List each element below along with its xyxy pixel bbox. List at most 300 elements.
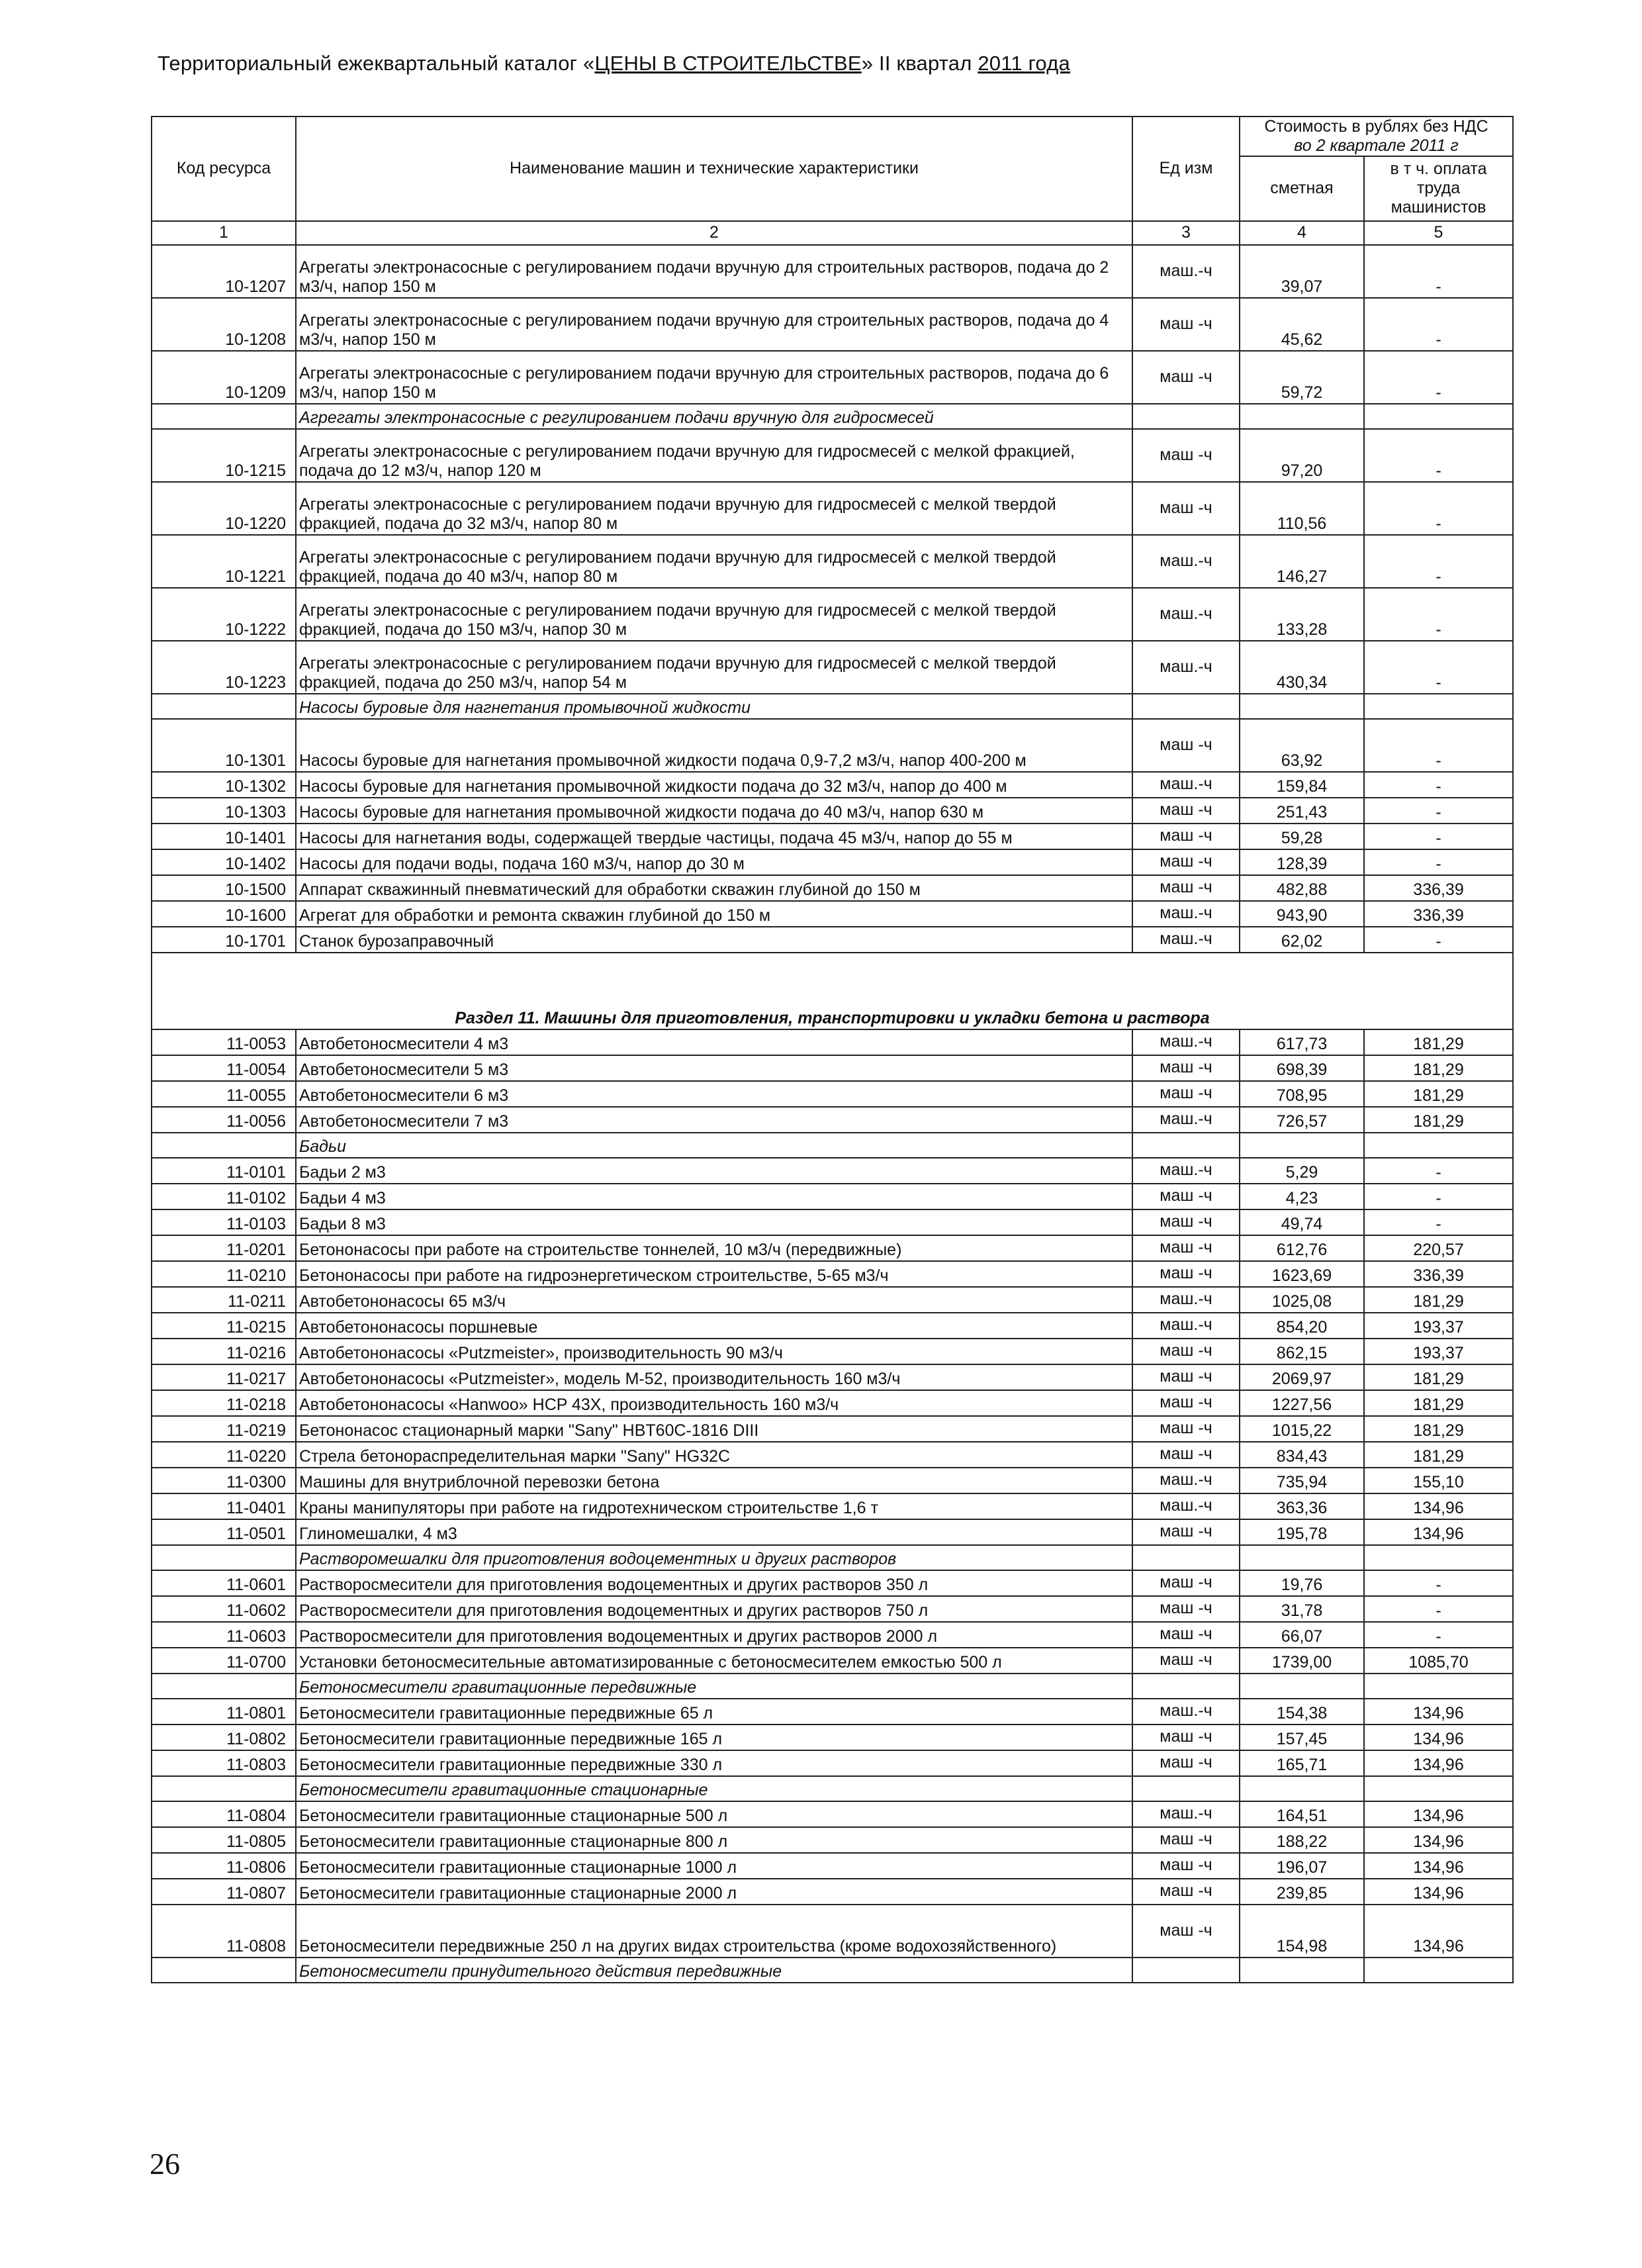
estimate-cost: 39,07 bbox=[1240, 245, 1364, 298]
estimate-cost: 62,02 bbox=[1240, 927, 1364, 953]
resource-code: 10-1500 bbox=[152, 875, 296, 901]
estimate-cost: 726,57 bbox=[1240, 1107, 1364, 1133]
estimate-cost: 164,51 bbox=[1240, 1801, 1364, 1827]
estimate-cost: 146,27 bbox=[1240, 535, 1364, 588]
table-row bbox=[152, 1493, 1513, 1519]
unit: маш -ч bbox=[1132, 849, 1240, 875]
unit: маш -ч bbox=[1132, 482, 1240, 535]
empty-cell bbox=[1240, 1958, 1364, 1983]
estimate-cost: 154,38 bbox=[1240, 1699, 1364, 1725]
table-row bbox=[152, 1442, 1513, 1468]
page-number: 26 bbox=[150, 2147, 180, 2181]
machine-name: Бадьи 8 м3 bbox=[296, 1209, 1132, 1235]
table-row bbox=[152, 798, 1513, 824]
operator-wage: - bbox=[1364, 719, 1513, 772]
table-row bbox=[152, 1879, 1513, 1905]
subheader-title: Насосы буровые для нагнетания промывочной жидкости bbox=[296, 694, 1132, 719]
machine-name: Агрегаты электронасосные с регулированием подачи вручную для строительных растворов, подача до 2 м3/ч, напор 150 м bbox=[296, 245, 1132, 298]
resource-code: 11-0603 bbox=[152, 1622, 296, 1648]
unit: маш -ч bbox=[1132, 798, 1240, 824]
machine-name: Бетоносмесители передвижные 250 л на других видах строительства (кроме водохозяйственного) bbox=[296, 1905, 1132, 1958]
unit: маш.-ч bbox=[1132, 588, 1240, 641]
machine-name: Автобетоносмесители 7 м3 bbox=[296, 1107, 1132, 1133]
resource-code: 11-0807 bbox=[152, 1879, 296, 1905]
column-numbers-row bbox=[152, 221, 1513, 245]
unit: маш -ч bbox=[1132, 1442, 1240, 1468]
estimate-cost: 834,43 bbox=[1240, 1442, 1364, 1468]
operator-wage: 181,29 bbox=[1364, 1364, 1513, 1390]
resource-code: 11-0806 bbox=[152, 1853, 296, 1879]
estimate-cost: 617,73 bbox=[1240, 1029, 1364, 1055]
operator-wage: 134,96 bbox=[1364, 1750, 1513, 1776]
unit: маш.-ч bbox=[1132, 641, 1240, 694]
machine-name: Агрегаты электронасосные с регулированием подачи вручную для гидросмесей с мелкой твердой фракцией, подача до 250 м3/ч, напор 54 м bbox=[296, 641, 1132, 694]
empty-cell bbox=[1132, 1133, 1240, 1158]
unit: маш.-ч bbox=[1132, 1287, 1240, 1313]
machine-name: Аппарат скважинный пневматический для обработки скважин глубиной до 150 м bbox=[296, 875, 1132, 901]
machine-name: Бетоносмесители гравитационные стационарные 2000 л bbox=[296, 1879, 1132, 1905]
unit: маш -ч bbox=[1132, 1853, 1240, 1879]
unit: маш -ч bbox=[1132, 1364, 1240, 1390]
estimate-cost: 943,90 bbox=[1240, 901, 1364, 927]
table-row bbox=[152, 298, 1513, 351]
estimate-cost: 59,72 bbox=[1240, 351, 1364, 404]
table-row bbox=[152, 1209, 1513, 1235]
operator-wage: 220,57 bbox=[1364, 1235, 1513, 1261]
operator-wage: - bbox=[1364, 535, 1513, 588]
table-row bbox=[152, 1158, 1513, 1184]
table-row bbox=[152, 1055, 1513, 1081]
operator-wage: - bbox=[1364, 1184, 1513, 1209]
empty-cell bbox=[1364, 1776, 1513, 1801]
empty-cell bbox=[1240, 1545, 1364, 1570]
estimate-cost: 239,85 bbox=[1240, 1879, 1364, 1905]
empty-cell bbox=[1364, 1133, 1513, 1158]
resource-code: 10-1600 bbox=[152, 901, 296, 927]
estimate-cost: 97,20 bbox=[1240, 429, 1364, 482]
table-row bbox=[152, 1648, 1513, 1674]
table-row bbox=[152, 927, 1513, 953]
empty-cell bbox=[152, 694, 296, 719]
resource-code: 11-0808 bbox=[152, 1905, 296, 1958]
unit: маш.-ч bbox=[1132, 1699, 1240, 1725]
machine-name: Агрегаты электронасосные с регулированием подачи вручную для гидросмесей с мелкой твердой фракцией, подача до 150 м3/ч, напор 30 м bbox=[296, 588, 1132, 641]
machine-name: Растворосмесители для приготовления водоцементных и других растворов 2000 л bbox=[296, 1622, 1132, 1648]
unit: маш -ч bbox=[1132, 1209, 1240, 1235]
table-row bbox=[152, 641, 1513, 694]
table-row bbox=[152, 1853, 1513, 1879]
machine-name: Глиномешалки, 4 м3 bbox=[296, 1519, 1132, 1545]
operator-wage: 134,96 bbox=[1364, 1725, 1513, 1750]
operator-wage: 134,96 bbox=[1364, 1699, 1513, 1725]
operator-wage: 1085,70 bbox=[1364, 1648, 1513, 1674]
empty-cell bbox=[152, 1776, 296, 1801]
table-row bbox=[152, 875, 1513, 901]
resource-code: 11-0056 bbox=[152, 1107, 296, 1133]
empty-cell bbox=[1132, 694, 1240, 719]
operator-wage: 134,96 bbox=[1364, 1801, 1513, 1827]
operator-wage: - bbox=[1364, 1209, 1513, 1235]
unit: маш -ч bbox=[1132, 1261, 1240, 1287]
estimate-cost: 128,39 bbox=[1240, 849, 1364, 875]
unit: маш.-ч bbox=[1132, 1468, 1240, 1493]
resource-code: 11-0211 bbox=[152, 1287, 296, 1313]
unit: маш -ч bbox=[1132, 1081, 1240, 1107]
estimate-cost: 195,78 bbox=[1240, 1519, 1364, 1545]
subheader-row bbox=[152, 1133, 1513, 1158]
unit: маш -ч bbox=[1132, 1339, 1240, 1364]
machine-name: Агрегаты электронасосные с регулированием подачи вручную для гидросмесей с мелкой твердой фракцией, подача до 40 м3/ч, напор 80 м bbox=[296, 535, 1132, 588]
resource-code: 11-0201 bbox=[152, 1235, 296, 1261]
unit: маш -ч bbox=[1132, 1519, 1240, 1545]
resource-code: 10-1301 bbox=[152, 719, 296, 772]
estimate-cost: 5,29 bbox=[1240, 1158, 1364, 1184]
unit: маш.-ч bbox=[1132, 1313, 1240, 1339]
table-row bbox=[152, 1801, 1513, 1827]
estimate-cost: 133,28 bbox=[1240, 588, 1364, 641]
unit: маш -ч bbox=[1132, 351, 1240, 404]
table-row bbox=[152, 1029, 1513, 1055]
machine-name: Бетоносмесители гравитационные стационарные 500 л bbox=[296, 1801, 1132, 1827]
table-row bbox=[152, 1827, 1513, 1853]
resource-code: 11-0602 bbox=[152, 1596, 296, 1622]
table-row bbox=[152, 429, 1513, 482]
resource-code: 10-1208 bbox=[152, 298, 296, 351]
resource-code: 11-0804 bbox=[152, 1801, 296, 1827]
operator-wage: - bbox=[1364, 588, 1513, 641]
unit: маш -ч bbox=[1132, 1622, 1240, 1648]
table-row bbox=[152, 1081, 1513, 1107]
resource-code: 11-0700 bbox=[152, 1648, 296, 1674]
resource-code: 10-1303 bbox=[152, 798, 296, 824]
table-row bbox=[152, 1596, 1513, 1622]
estimate-cost: 2069,97 bbox=[1240, 1364, 1364, 1390]
catalog-header bbox=[158, 52, 1415, 75]
operator-wage: - bbox=[1364, 298, 1513, 351]
operator-wage: 181,29 bbox=[1364, 1107, 1513, 1133]
machine-name: Автобетоносмесители 4 м3 bbox=[296, 1029, 1132, 1055]
resource-code: 11-0801 bbox=[152, 1699, 296, 1725]
table-row bbox=[152, 824, 1513, 849]
table-row bbox=[152, 772, 1513, 798]
estimate-cost: 1739,00 bbox=[1240, 1648, 1364, 1674]
machine-name: Растворосмесители для приготовления водоцементных и других растворов 350 л bbox=[296, 1570, 1132, 1596]
machine-name: Автобетононасосы «Hanwoo» HCP 43X, производительность 160 м3/ч bbox=[296, 1390, 1132, 1416]
subheader-row bbox=[152, 1776, 1513, 1801]
unit: маш -ч bbox=[1132, 875, 1240, 901]
table-row bbox=[152, 1184, 1513, 1209]
table-row bbox=[152, 1750, 1513, 1776]
unit: маш -ч bbox=[1132, 429, 1240, 482]
machine-name: Автобетононасосы 65 м3/ч bbox=[296, 1287, 1132, 1313]
empty-cell bbox=[1132, 1674, 1240, 1699]
machine-name: Автобетононасосы поршневые bbox=[296, 1313, 1132, 1339]
resource-code: 11-0103 bbox=[152, 1209, 296, 1235]
header-name: Наименование машин и технические характеристики bbox=[296, 117, 1132, 221]
operator-wage: - bbox=[1364, 482, 1513, 535]
header-year: 2011 года bbox=[978, 52, 1070, 75]
operator-wage: - bbox=[1364, 772, 1513, 798]
estimate-cost: 854,20 bbox=[1240, 1313, 1364, 1339]
table-row bbox=[152, 1416, 1513, 1442]
estimate-cost: 1623,69 bbox=[1240, 1261, 1364, 1287]
machine-name: Бетононасосы при работе на гидроэнергетическом строительстве, 5-65 м3/ч bbox=[296, 1261, 1132, 1287]
machine-name: Станок бурозаправочный bbox=[296, 927, 1132, 953]
estimate-cost: 708,95 bbox=[1240, 1081, 1364, 1107]
operator-wage: 181,29 bbox=[1364, 1442, 1513, 1468]
operator-wage: - bbox=[1364, 849, 1513, 875]
unit: маш -ч bbox=[1132, 1184, 1240, 1209]
operator-wage: - bbox=[1364, 641, 1513, 694]
operator-wage: - bbox=[1364, 798, 1513, 824]
unit: маш.-ч bbox=[1132, 927, 1240, 953]
estimate-cost: 159,84 bbox=[1240, 772, 1364, 798]
subheader-title: Бетоносмесители гравитационные стационарные bbox=[296, 1776, 1132, 1801]
resource-code: 11-0215 bbox=[152, 1313, 296, 1339]
header-suffix: » II квартал bbox=[861, 52, 978, 75]
header-cost: сметная bbox=[1240, 156, 1364, 221]
table-row bbox=[152, 1622, 1513, 1648]
unit: маш.-ч bbox=[1132, 1801, 1240, 1827]
operator-wage: 134,96 bbox=[1364, 1827, 1513, 1853]
unit: маш -ч bbox=[1132, 298, 1240, 351]
machine-name: Автобетононасосы «Putzmeister», производительность 90 м3/ч bbox=[296, 1339, 1132, 1364]
empty-cell bbox=[1364, 1545, 1513, 1570]
machine-name: Бетононасосы при работе на строительстве тоннелей, 10 м3/ч (передвижные) bbox=[296, 1235, 1132, 1261]
unit: маш -ч bbox=[1132, 1235, 1240, 1261]
unit: маш.-ч bbox=[1132, 1493, 1240, 1519]
column-number: 2 bbox=[296, 221, 1132, 245]
estimate-cost: 31,78 bbox=[1240, 1596, 1364, 1622]
header-unit: Ед изм bbox=[1132, 117, 1240, 221]
operator-wage: - bbox=[1364, 1158, 1513, 1184]
estimate-cost: 59,28 bbox=[1240, 824, 1364, 849]
operator-wage: - bbox=[1364, 429, 1513, 482]
resource-code: 10-1701 bbox=[152, 927, 296, 953]
operator-wage: 336,39 bbox=[1364, 1261, 1513, 1287]
unit: маш.-ч bbox=[1132, 901, 1240, 927]
unit: маш -ч bbox=[1132, 1570, 1240, 1596]
resource-code: 11-0219 bbox=[152, 1416, 296, 1442]
resource-code: 10-1221 bbox=[152, 535, 296, 588]
estimate-cost: 19,76 bbox=[1240, 1570, 1364, 1596]
header-wage: в т ч. оплата труда машинистов bbox=[1364, 156, 1513, 221]
column-number: 5 bbox=[1364, 221, 1513, 245]
unit: маш -ч bbox=[1132, 1390, 1240, 1416]
resource-code: 11-0101 bbox=[152, 1158, 296, 1184]
machine-name: Растворосмесители для приготовления водоцементных и других растворов 750 л bbox=[296, 1596, 1132, 1622]
resource-code: 11-0220 bbox=[152, 1442, 296, 1468]
operator-wage: 193,37 bbox=[1364, 1339, 1513, 1364]
resource-code: 10-1223 bbox=[152, 641, 296, 694]
machine-name: Автобетононасосы «Putzmeister», модель М-52, производительность 160 м3/ч bbox=[296, 1364, 1132, 1390]
unit: маш -ч bbox=[1132, 1416, 1240, 1442]
table-row bbox=[152, 1339, 1513, 1364]
resource-code: 11-0401 bbox=[152, 1493, 296, 1519]
subheader-title: Бетоносмесители гравитационные передвижные bbox=[296, 1674, 1132, 1699]
operator-wage: 155,10 bbox=[1364, 1468, 1513, 1493]
empty-cell bbox=[152, 1545, 296, 1570]
machine-name: Машины для внутриблочной перевозки бетона bbox=[296, 1468, 1132, 1493]
resource-code: 11-0300 bbox=[152, 1468, 296, 1493]
unit: маш -ч bbox=[1132, 719, 1240, 772]
price-table bbox=[151, 116, 1514, 1983]
operator-wage: 181,29 bbox=[1364, 1287, 1513, 1313]
empty-cell bbox=[152, 404, 296, 429]
empty-cell bbox=[152, 1958, 296, 1983]
header-code: Код ресурса bbox=[152, 117, 296, 221]
table-row bbox=[152, 1287, 1513, 1313]
operator-wage: - bbox=[1364, 824, 1513, 849]
machine-name: Бетоносмесители гравитационные передвижные 65 л bbox=[296, 1699, 1132, 1725]
estimate-cost: 66,07 bbox=[1240, 1622, 1364, 1648]
resource-code: 10-1215 bbox=[152, 429, 296, 482]
table-row bbox=[152, 1261, 1513, 1287]
machine-name: Бетоносмесители гравитационные стационарные 1000 л bbox=[296, 1853, 1132, 1879]
machine-name: Насосы буровые для нагнетания промывочной жидкости подача 0,9-7,2 м3/ч, напор 400-200 м bbox=[296, 719, 1132, 772]
operator-wage: - bbox=[1364, 1622, 1513, 1648]
subheader-title: Агрегаты электронасосные с регулированием подачи вручную для гидросмесей bbox=[296, 404, 1132, 429]
operator-wage: - bbox=[1364, 245, 1513, 298]
subheader-row bbox=[152, 1545, 1513, 1570]
resource-code: 11-0805 bbox=[152, 1827, 296, 1853]
table-row bbox=[152, 719, 1513, 772]
operator-wage: - bbox=[1364, 1570, 1513, 1596]
table-row bbox=[152, 1905, 1513, 1958]
header-cost-period: во 2 квартале 2011 г bbox=[1294, 136, 1459, 155]
empty-cell bbox=[1132, 1776, 1240, 1801]
empty-cell bbox=[1132, 1958, 1240, 1983]
empty-cell bbox=[1240, 1674, 1364, 1699]
unit: маш.-ч bbox=[1132, 245, 1240, 298]
estimate-cost: 196,07 bbox=[1240, 1853, 1364, 1879]
unit: маш.-ч bbox=[1132, 1158, 1240, 1184]
machine-name: Насосы буровые для нагнетания промывочной жидкости подача до 40 м3/ч, напор 630 м bbox=[296, 798, 1132, 824]
table-row bbox=[152, 588, 1513, 641]
table-row bbox=[152, 901, 1513, 927]
estimate-cost: 430,34 bbox=[1240, 641, 1364, 694]
unit: маш -ч bbox=[1132, 824, 1240, 849]
resource-code: 11-0501 bbox=[152, 1519, 296, 1545]
subheader-row bbox=[152, 1674, 1513, 1699]
unit: маш -ч bbox=[1132, 1827, 1240, 1853]
table-row bbox=[152, 849, 1513, 875]
table-row bbox=[152, 1107, 1513, 1133]
resource-code: 10-1220 bbox=[152, 482, 296, 535]
empty-cell bbox=[152, 1674, 296, 1699]
unit: маш.-ч bbox=[1132, 1107, 1240, 1133]
unit: маш -ч bbox=[1132, 1055, 1240, 1081]
machine-name: Бетоносмесители гравитационные передвижные 330 л bbox=[296, 1750, 1132, 1776]
header-title: ЦЕНЫ В СТРОИТЕЛЬСТВЕ bbox=[594, 52, 862, 75]
resource-code: 11-0802 bbox=[152, 1725, 296, 1750]
empty-cell bbox=[1364, 1958, 1513, 1983]
estimate-cost: 157,45 bbox=[1240, 1725, 1364, 1750]
operator-wage: 134,96 bbox=[1364, 1905, 1513, 1958]
resource-code: 10-1402 bbox=[152, 849, 296, 875]
estimate-cost: 482,88 bbox=[1240, 875, 1364, 901]
resource-code: 10-1302 bbox=[152, 772, 296, 798]
table-row bbox=[152, 1519, 1513, 1545]
table-row bbox=[152, 1364, 1513, 1390]
subheader-row bbox=[152, 1958, 1513, 1983]
table-row bbox=[152, 1235, 1513, 1261]
machine-name: Бетононасос стационарный марки "Sany" HBT60C-1816 DIII bbox=[296, 1416, 1132, 1442]
column-number: 4 bbox=[1240, 221, 1364, 245]
unit: маш -ч bbox=[1132, 1905, 1240, 1958]
resource-code: 11-0053 bbox=[152, 1029, 296, 1055]
unit: маш.-ч bbox=[1132, 535, 1240, 588]
resource-code: 11-0218 bbox=[152, 1390, 296, 1416]
empty-cell bbox=[1240, 404, 1364, 429]
machine-name: Краны манипуляторы при работе на гидротехническом строительстве 1,6 т bbox=[296, 1493, 1132, 1519]
operator-wage: 134,96 bbox=[1364, 1493, 1513, 1519]
operator-wage: 134,96 bbox=[1364, 1853, 1513, 1879]
header-prefix: Территориальный ежеквартальный каталог « bbox=[158, 52, 595, 75]
operator-wage: 181,29 bbox=[1364, 1416, 1513, 1442]
empty-cell bbox=[1364, 404, 1513, 429]
estimate-cost: 1227,56 bbox=[1240, 1390, 1364, 1416]
table-row bbox=[152, 1570, 1513, 1596]
estimate-cost: 735,94 bbox=[1240, 1468, 1364, 1493]
estimate-cost: 165,71 bbox=[1240, 1750, 1364, 1776]
table-row bbox=[152, 245, 1513, 298]
empty-cell bbox=[1364, 694, 1513, 719]
operator-wage: 336,39 bbox=[1364, 875, 1513, 901]
empty-cell bbox=[152, 1133, 296, 1158]
operator-wage: 181,29 bbox=[1364, 1390, 1513, 1416]
table-row bbox=[152, 535, 1513, 588]
subheader-row bbox=[152, 694, 1513, 719]
operator-wage: 134,96 bbox=[1364, 1879, 1513, 1905]
operator-wage: 181,29 bbox=[1364, 1029, 1513, 1055]
unit: маш.-ч bbox=[1132, 1029, 1240, 1055]
operator-wage: 181,29 bbox=[1364, 1055, 1513, 1081]
table-row bbox=[152, 1313, 1513, 1339]
estimate-cost: 49,74 bbox=[1240, 1209, 1364, 1235]
estimate-cost: 63,92 bbox=[1240, 719, 1364, 772]
operator-wage: 134,96 bbox=[1364, 1519, 1513, 1545]
machine-name: Бетоносмесители гравитационные передвижные 165 л bbox=[296, 1725, 1132, 1750]
machine-name: Агрегаты электронасосные с регулированием подачи вручную для гидросмесей с мелкой твердой фракцией, подача до 32 м3/ч, напор 80 м bbox=[296, 482, 1132, 535]
subheader-row bbox=[152, 404, 1513, 429]
operator-wage: - bbox=[1364, 351, 1513, 404]
machine-name: Стрела бетонораспределительная марки "Sany" HG32C bbox=[296, 1442, 1132, 1468]
empty-cell bbox=[1364, 1674, 1513, 1699]
resource-code: 11-0803 bbox=[152, 1750, 296, 1776]
estimate-cost: 154,98 bbox=[1240, 1905, 1364, 1958]
resource-code: 10-1207 bbox=[152, 245, 296, 298]
resource-code: 10-1209 bbox=[152, 351, 296, 404]
estimate-cost: 612,76 bbox=[1240, 1235, 1364, 1261]
empty-cell bbox=[1240, 1776, 1364, 1801]
estimate-cost: 363,36 bbox=[1240, 1493, 1364, 1519]
header-cost-group bbox=[1240, 117, 1513, 156]
unit: маш -ч bbox=[1132, 1750, 1240, 1776]
machine-name: Агрегаты электронасосные с регулированием подачи вручную для гидросмесей с мелкой фракцией, подача до 12 м3/ч, напор 120 м bbox=[296, 429, 1132, 482]
unit: маш -ч bbox=[1132, 1879, 1240, 1905]
operator-wage: 336,39 bbox=[1364, 901, 1513, 927]
table-row bbox=[152, 1468, 1513, 1493]
empty-cell bbox=[1240, 1133, 1364, 1158]
estimate-cost: 862,15 bbox=[1240, 1339, 1364, 1364]
table-row bbox=[152, 1390, 1513, 1416]
resource-code: 11-0601 bbox=[152, 1570, 296, 1596]
unit: маш -ч bbox=[1132, 1725, 1240, 1750]
unit: маш.-ч bbox=[1132, 772, 1240, 798]
operator-wage: - bbox=[1364, 1596, 1513, 1622]
estimate-cost: 1015,22 bbox=[1240, 1416, 1364, 1442]
